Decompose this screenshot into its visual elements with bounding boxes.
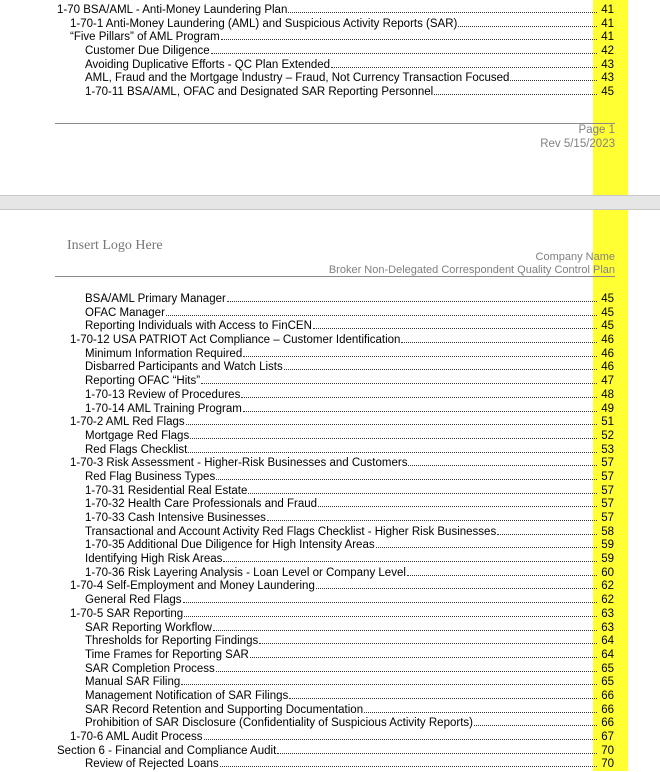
toc-page1 [0,3,660,99]
toc-entry-page-number: 66 [601,717,614,730]
toc-entry-page-number: 57 [601,484,614,497]
toc-dot-leader [407,566,597,576]
toc-entry-title: SAR Completion Process [85,662,215,675]
toc-entry-page-number: 46 [601,347,614,360]
toc-dot-leader [288,3,597,13]
toc-entry[interactable] [0,552,660,566]
toc-entry[interactable] [0,607,660,621]
toc-entry[interactable] [0,415,660,429]
toc-entry-title: Identifying High Risk Areas [85,553,223,566]
toc-entry-title: 1-70-36 Risk Layering Analysis - Loan Level or Company Level [85,566,406,579]
toc-dot-leader [166,306,597,316]
toc-entry-page-number: 51 [601,416,614,429]
toc-entry-page-number: 70 [601,744,614,757]
toc-entry[interactable] [0,44,660,58]
toc-entry-title: 1-70-11 BSA/AML, OFAC and Designated SAR Reporting Personnel [85,86,434,99]
toc-entry[interactable] [0,292,660,306]
toc-entry-page-number: 59 [601,539,614,552]
toc-dot-leader [211,44,597,54]
toc-entry-page-number: 62 [601,580,614,593]
toc-entry-title: Disbarred Participants and Watch Lists [85,361,283,374]
toc-dot-leader [216,662,597,672]
toc-entry-page-number: 62 [601,594,614,607]
toc-entry[interactable] [0,566,660,580]
toc-entry-page-number: 43 [601,72,614,85]
toc-entry-title: Avoiding Duplicative Efforts - QC Plan Extended [85,58,331,71]
toc-entry[interactable] [0,538,660,552]
toc-entry-page-number: 60 [601,566,614,579]
toc-entry[interactable] [0,744,660,758]
toc-entry-title: Transactional and Account Activity Red Flags Checklist - Higher Risk Businesses [85,525,497,538]
toc-entry[interactable] [0,443,660,457]
toc-entry-title: 1-70-3 Risk Assessment - Higher-Risk Businesses and Customers [70,457,408,470]
toc-entry-title: 1-70-6 AML Audit Process [70,731,203,743]
toc-dot-leader [401,333,597,343]
toc-entry[interactable] [0,648,660,662]
header-rule [55,276,615,277]
toc-dot-leader [221,30,597,40]
toc-entry-page-number: 45 [601,293,614,305]
footer-page-label: Page 1 [578,124,615,136]
toc-entry-title: 1-70-2 AML Red Flags [70,416,185,429]
toc-entry-title: 1-70-12 USA PATRIOT Act Compliance – Customer Identification [70,334,401,347]
toc-entry[interactable] [0,634,660,648]
toc-entry-page-number: 57 [601,498,614,511]
toc-entry[interactable] [0,402,660,416]
toc-entry-page-number: 41 [601,4,614,16]
toc-dot-leader [408,456,597,466]
toc-entry-page-number: 45 [601,306,614,319]
toc-entry-page-number: 47 [601,375,614,388]
toc-entry-page-number: 48 [601,388,614,401]
toc-entry-title: 1-70-33 Cash Intensive Businesses [85,512,266,524]
toc-entry[interactable] [0,30,660,44]
toc-entry-page-number: 59 [601,553,614,566]
toc-dot-leader [213,621,597,631]
toc-entry-title: 1-70-4 Self-Employment and Money Laundering [70,580,315,593]
toc-dot-leader [201,374,597,384]
toc-entry[interactable] [0,306,660,320]
toc-entry[interactable] [0,3,660,17]
toc-dot-leader [220,757,597,767]
toc-entry[interactable] [0,429,660,443]
toc-entry-title: Section 6 - Financial and Compliance Audit [57,744,277,757]
toc-entry-title: Manual SAR Filing [85,676,181,689]
toc-entry[interactable] [0,347,660,361]
toc-entry-title: 1-70-35 Additional Due Diligence for High Intensity Areas [85,539,375,552]
toc-entry-page-number: 64 [601,648,614,661]
toc-entry-title: 1-70-5 SAR Reporting [70,607,184,620]
toc-dot-leader [289,689,597,699]
toc-entry-page-number: 41 [601,31,614,44]
toc-dot-leader [183,593,597,603]
toc-dot-leader [458,17,597,27]
toc-dot-leader [318,497,597,507]
toc-entry-title: Thresholds for Reporting Findings [85,635,259,648]
toc-dot-leader [243,402,597,412]
toc-dot-leader [250,648,597,658]
toc-entry-page-number: 65 [601,676,614,689]
page-gap [0,195,660,210]
toc-entry[interactable] [0,388,660,402]
toc-dot-leader [376,538,597,548]
toc-dot-leader [204,730,597,740]
toc-dot-leader [248,484,597,494]
toc-entry[interactable] [0,716,660,730]
toc-entry-title: Review of Rejected Loans [85,758,219,771]
toc-entry-title: Red Flag Business Types [85,470,216,483]
toc-entry-page-number: 53 [601,443,614,456]
toc-entry[interactable] [0,621,660,635]
toc-dot-leader [364,703,597,713]
toc-entry-page-number: 46 [601,334,614,347]
toc-entry-title: Reporting Individuals with Access to FinCEN [85,320,312,333]
toc-entry-title: Minimum Information Required [85,347,243,360]
toc-entry[interactable] [0,593,660,607]
toc-dot-leader [434,85,597,95]
toc-entry[interactable] [0,470,660,484]
toc-entry-page-number: 43 [601,58,614,71]
toc-entry-page-number: 63 [601,621,614,634]
header-plan-title: Broker Non-Delegated Correspondent Quality Control Plan [328,264,615,276]
toc-dot-leader [227,292,597,302]
toc-entry-title: General Red Flags [85,594,182,607]
toc-entry[interactable] [0,85,660,99]
header-company-name: Company Name [535,251,615,263]
toc-entry-title: SAR Reporting Workflow [85,621,212,634]
footer-revision: Rev 5/15/2023 [540,138,615,150]
toc-entry-title: AML, Fraud and the Mortgage Industry – Fraud, Not Currency Transaction Focused [85,72,510,85]
toc-dot-leader [267,511,597,521]
toc-entry-title: 1-70-1 Anti-Money Laundering (AML) and Suspicious Activity Reports (SAR) [70,17,458,30]
toc-dot-leader [188,443,597,453]
toc-entry[interactable] [0,360,660,374]
toc-entry-page-number: 57 [601,512,614,524]
toc-dot-leader [181,675,597,685]
toc-entry-title: Prohibition of SAR Disclosure (Confidentiality of Suspicious Activity Reports) [85,717,473,730]
toc-entry-title: Reporting OFAC “Hits” [85,375,201,388]
toc-entry-page-number: 66 [601,689,614,702]
toc-entry[interactable] [0,71,660,85]
toc-dot-leader [190,429,597,439]
toc-entry-title: OFAC Manager [85,306,165,319]
toc-dot-leader [284,360,597,370]
toc-entry-title: Mortgage Red Flags [85,429,190,442]
toc-dot-leader [313,319,597,329]
toc-entry-title: “Five Pillars” of AML Program [70,31,220,44]
toc-entry-page-number: 49 [601,402,614,415]
toc-entry[interactable] [0,525,660,539]
toc-entry[interactable] [0,58,660,72]
toc-entry-title: Customer Due Diligence [85,45,210,58]
toc-dot-leader [510,71,597,81]
toc-entry-page-number: 42 [601,45,614,58]
toc-dot-leader [277,744,597,754]
footer-rule [55,123,615,124]
toc-entry-page-number: 58 [601,525,614,538]
toc-entry-title: 1-70-13 Review of Procedures [85,388,241,401]
toc-entry[interactable] [0,662,660,676]
toc-entry-page-number: 64 [601,635,614,648]
toc-dot-leader [184,607,597,617]
toc-entry-title: BSA/AML Primary Manager [85,293,226,305]
toc-entry[interactable] [0,497,660,511]
toc-dot-leader [259,634,597,644]
toc-entry-page-number: 66 [601,703,614,716]
toc-entry[interactable] [0,511,660,525]
toc-entry-page-number: 41 [601,17,614,30]
toc-entry-title: 1-70 BSA/AML - Anti-Money Laundering Plan [57,4,288,16]
toc-page2 [0,292,660,771]
toc-dot-leader [223,552,597,562]
toc-entry-page-number: 70 [601,758,614,771]
toc-entry-page-number: 63 [601,607,614,620]
toc-entry-page-number: 46 [601,361,614,374]
toc-entry-page-number: 45 [601,320,614,333]
toc-entry[interactable] [0,579,660,593]
toc-entry-title: Management Notification of SAR Filings [85,689,289,702]
toc-entry-title: Time Frames for Reporting SAR [85,648,249,661]
toc-entry[interactable] [0,374,660,388]
toc-entry[interactable] [0,456,660,470]
toc-entry-title: 1-70-31 Residential Real Estate [85,484,248,497]
toc-entry-page-number: 45 [601,86,614,99]
toc-entry[interactable] [0,703,660,717]
toc-entry[interactable] [0,319,660,333]
toc-entry[interactable] [0,730,660,744]
toc-entry-page-number: 52 [601,429,614,442]
logo-placeholder: Insert Logo Here [67,238,163,253]
toc-entry[interactable] [0,757,660,771]
toc-dot-leader [241,388,597,398]
toc-entry-title: SAR Record Retention and Supporting Documentation [85,703,364,716]
toc-entry[interactable] [0,17,660,31]
toc-dot-leader [497,525,597,535]
toc-entry[interactable] [0,675,660,689]
toc-dot-leader [316,579,597,589]
toc-entry[interactable] [0,689,660,703]
toc-entry-page-number: 67 [601,731,614,743]
toc-entry[interactable] [0,333,660,347]
toc-dot-leader [331,58,597,68]
toc-entry-page-number: 65 [601,662,614,675]
toc-entry-page-number: 57 [601,457,614,470]
toc-entry[interactable] [0,484,660,498]
toc-entry-title: Red Flags Checklist [85,443,188,456]
toc-entry-title: 1-70-32 Health Care Professionals and Fraud [85,498,318,511]
toc-entry-page-number: 57 [601,470,614,483]
toc-dot-leader [243,347,597,357]
toc-dot-leader [474,716,597,726]
toc-entry-title: 1-70-14 AML Training Program [85,402,242,415]
toc-dot-leader [216,470,597,480]
toc-dot-leader [186,415,597,425]
